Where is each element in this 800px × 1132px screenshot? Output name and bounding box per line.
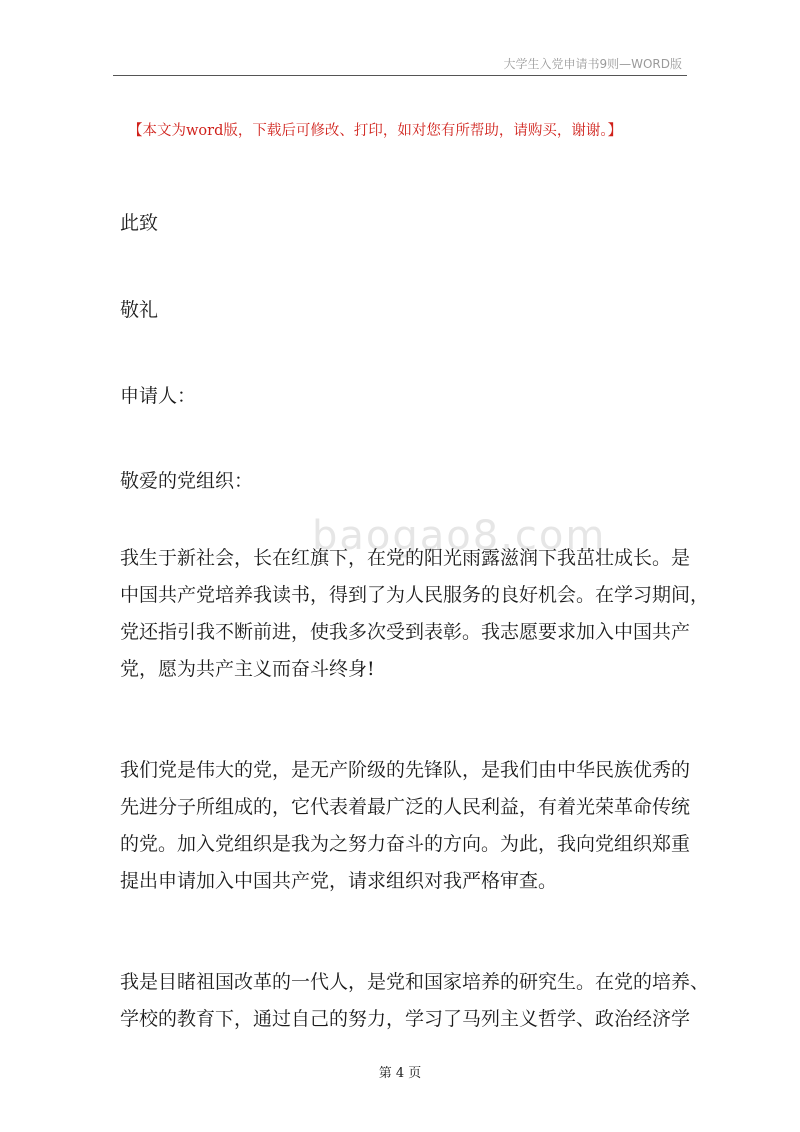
paragraph-line: 先进分子所组成的，它代表着最广泛的人民利益，有着光荣革命传统 <box>120 796 691 818</box>
paragraph <box>120 964 710 1038</box>
applicant-label: 申请人： <box>120 385 197 407</box>
page-header-title: 大学生入党申请书9则—WORD版 <box>503 57 682 71</box>
closing-line-1: 此致 <box>120 212 159 234</box>
header-divider <box>113 75 687 76</box>
salutation: 敬爱的党组织： <box>120 470 254 492</box>
watermark: baogao8.com <box>312 513 607 559</box>
paragraph-line: 党，愿为共产主义而奋斗终身! <box>120 658 375 680</box>
paragraph-line: 我是目睹祖国改革的一代人，是党和国家培养的研究生。在党的培养、 <box>120 971 710 993</box>
paragraph <box>120 752 690 900</box>
paragraph-line: 我生于新社会，长在红旗下，在党的阳光雨露滋润下我茁壮成长。是 <box>120 547 691 569</box>
purchase-notice: 【本文为word版，下载后可修改、打印，如对您有所帮助，请购买，谢谢。】 <box>128 123 623 139</box>
paragraph <box>120 540 710 688</box>
closing-line-2: 敬礼 <box>120 299 159 321</box>
paragraph-line: 的党。加入党组织是我为之努力奋斗的方向。为此，我向党组织郑重 <box>120 833 691 855</box>
paragraph-line: 中国共产党培养我读书，得到了为人民服务的良好机会。在学习期间， <box>120 584 710 606</box>
paragraph-line: 党还指引我不断前进，使我多次受到表彰。我志愿要求加入中国共产 <box>120 621 691 643</box>
paragraph-line: 学校的教育下，通过自己的努力，学习了马列主义哲学、政治经济学 <box>120 1008 691 1030</box>
page-number: 第 4 页 <box>378 1066 422 1081</box>
paragraph-line: 提出申请加入中国共产党，请求组织对我严格审查。 <box>120 870 558 892</box>
paragraph-line: 我们党是伟大的党，是无产阶级的先锋队，是我们由中华民族优秀的 <box>120 759 691 781</box>
